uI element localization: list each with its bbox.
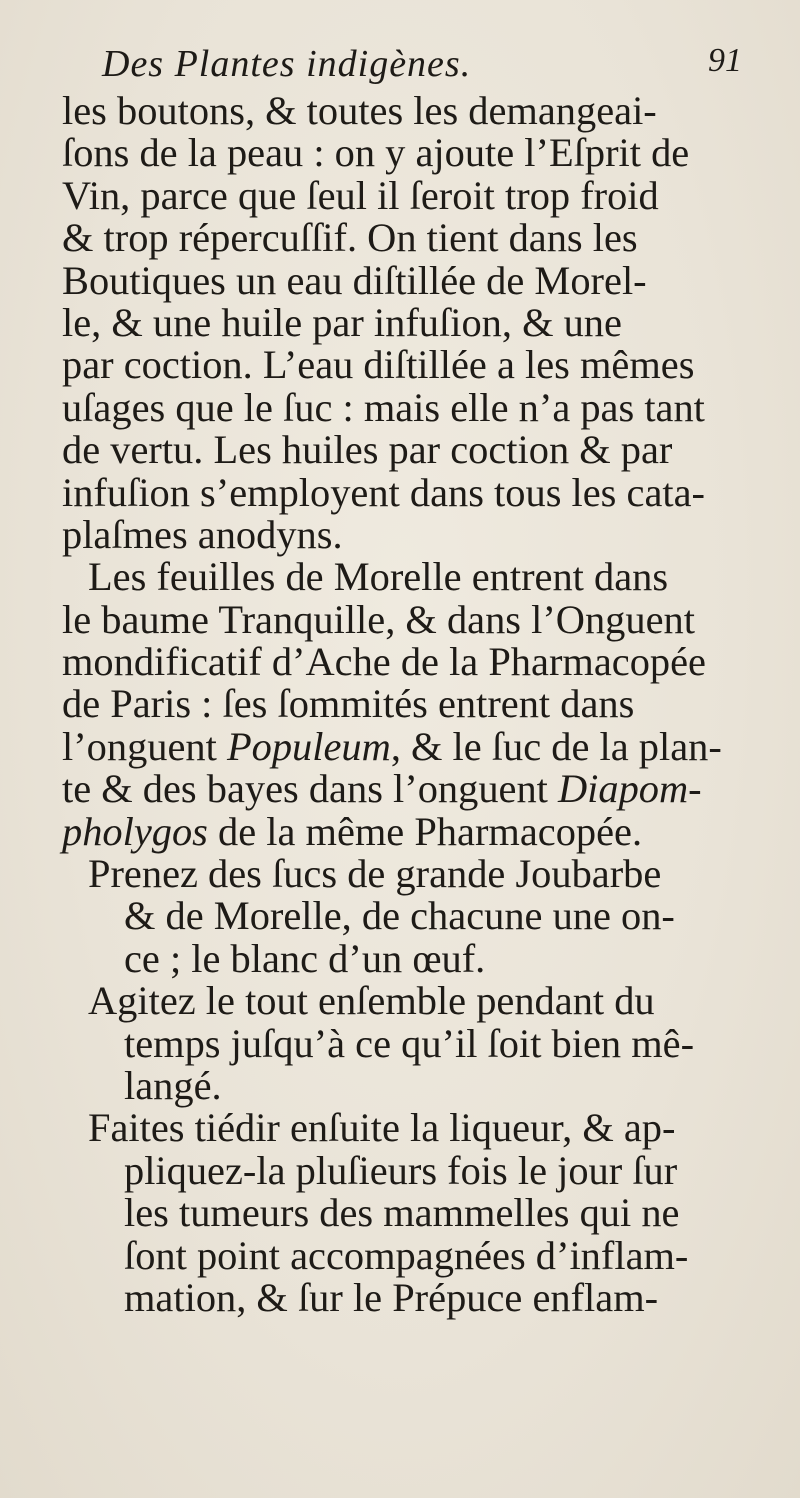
text-line: [62, 469, 762, 515]
text-line: [62, 299, 762, 345]
text-segment: infuſion s’employent dans tous les cata-: [62, 469, 705, 515]
page-body-text: [62, 90, 762, 1319]
text-line: [62, 384, 762, 430]
text-line: [62, 344, 762, 386]
text-segment: de Paris : ſes ſommités entrent dans: [62, 681, 635, 727]
text-segment: les boutons, & toutes les demangeai-: [62, 88, 657, 133]
text-segment: Faites tiédir enſuite la liqueur, & ap-: [88, 1105, 676, 1151]
text-segment: Prenez des ſucs de grande Joubarbe: [88, 851, 662, 897]
text-segment: de vertu. Les huiles par coction & par: [62, 427, 673, 473]
text-segment: plaſmes anodyns.: [62, 511, 343, 557]
text-line: [62, 429, 762, 471]
text-segment: & de Morelle, de chacune une on-: [124, 893, 675, 939]
text-line: [62, 768, 762, 810]
text-segment: l’onguent: [62, 723, 227, 769]
text-line: [62, 723, 762, 769]
text-segment: langé.: [124, 1062, 222, 1108]
text-segment: Vin, parce que ſeul il ſeroit trop froid: [62, 172, 659, 218]
text-segment: Boutiques un eau diſtillée de Morel-: [62, 257, 647, 303]
text-line: [62, 90, 762, 132]
text-line: [62, 980, 762, 1022]
text-segment: , & le ſuc de la plan-: [390, 723, 722, 769]
text-line: [62, 683, 762, 725]
text-line: [62, 1232, 762, 1278]
running-title: Des Plantes indigènes.: [102, 43, 472, 85]
page-number: 91: [708, 42, 742, 79]
text-segment: le baume Tranquille, & dans l’Onguent: [62, 596, 695, 642]
text-line: [62, 511, 762, 557]
text-segment: Agitez le tout enſemble pendant du: [88, 978, 655, 1024]
italic-text-segment: Diapom-: [557, 766, 702, 812]
text-line: [62, 556, 762, 598]
text-segment: te & des bayes dans l’onguent: [62, 766, 558, 812]
text-segment: Les feuilles de Morelle entrent dans: [88, 554, 669, 600]
text-line: [62, 1107, 762, 1149]
text-line: [62, 1147, 762, 1193]
running-header: [62, 40, 742, 90]
text-line: [62, 808, 762, 854]
text-segment: pliquez-la pluſieurs fois le jour ſur: [124, 1147, 678, 1193]
text-segment: le, & une huile par infuſion, & une: [62, 299, 622, 345]
italic-text-segment: pholygos: [62, 808, 208, 854]
text-segment: uſages que le ſuc : mais elle n’a pas tant: [62, 384, 705, 430]
text-line: [62, 217, 762, 259]
text-line: [62, 1062, 762, 1108]
text-line: [62, 596, 762, 642]
text-line: [62, 1274, 762, 1320]
text-segment: ſont point accompagnées d’inflam-: [124, 1232, 689, 1278]
text-segment: ſons de la peau : on y ajoute l’Eſprit de: [62, 130, 690, 176]
text-segment: mondificatif d’Ache de la Pharmacopée: [62, 639, 706, 685]
text-segment: les tumeurs des mammelles qui ne: [124, 1190, 680, 1236]
text-segment: temps juſqu’à ce qu’il ſoit bien mê-: [124, 1020, 695, 1066]
text-line: [62, 172, 762, 218]
text-segment: ce ; le blanc d’un œuf.: [124, 935, 486, 981]
text-line: [62, 935, 762, 981]
text-line: [62, 1020, 762, 1066]
text-segment: mation, & ſur le Prépuce enflam-: [124, 1274, 659, 1320]
text-line: [62, 641, 762, 683]
text-line: [62, 1192, 762, 1234]
text-line: [62, 853, 762, 895]
text-line: [62, 257, 762, 303]
italic-text-segment: Populeum: [226, 723, 391, 769]
text-segment: par coction. L’eau diſtillée a les mêmes: [62, 342, 695, 388]
text-line: [62, 895, 762, 937]
text-segment: de la même Pharmacopée.: [207, 808, 643, 854]
text-line: [62, 132, 762, 174]
text-segment: & trop répercuſſif. On tient dans les: [62, 215, 638, 261]
